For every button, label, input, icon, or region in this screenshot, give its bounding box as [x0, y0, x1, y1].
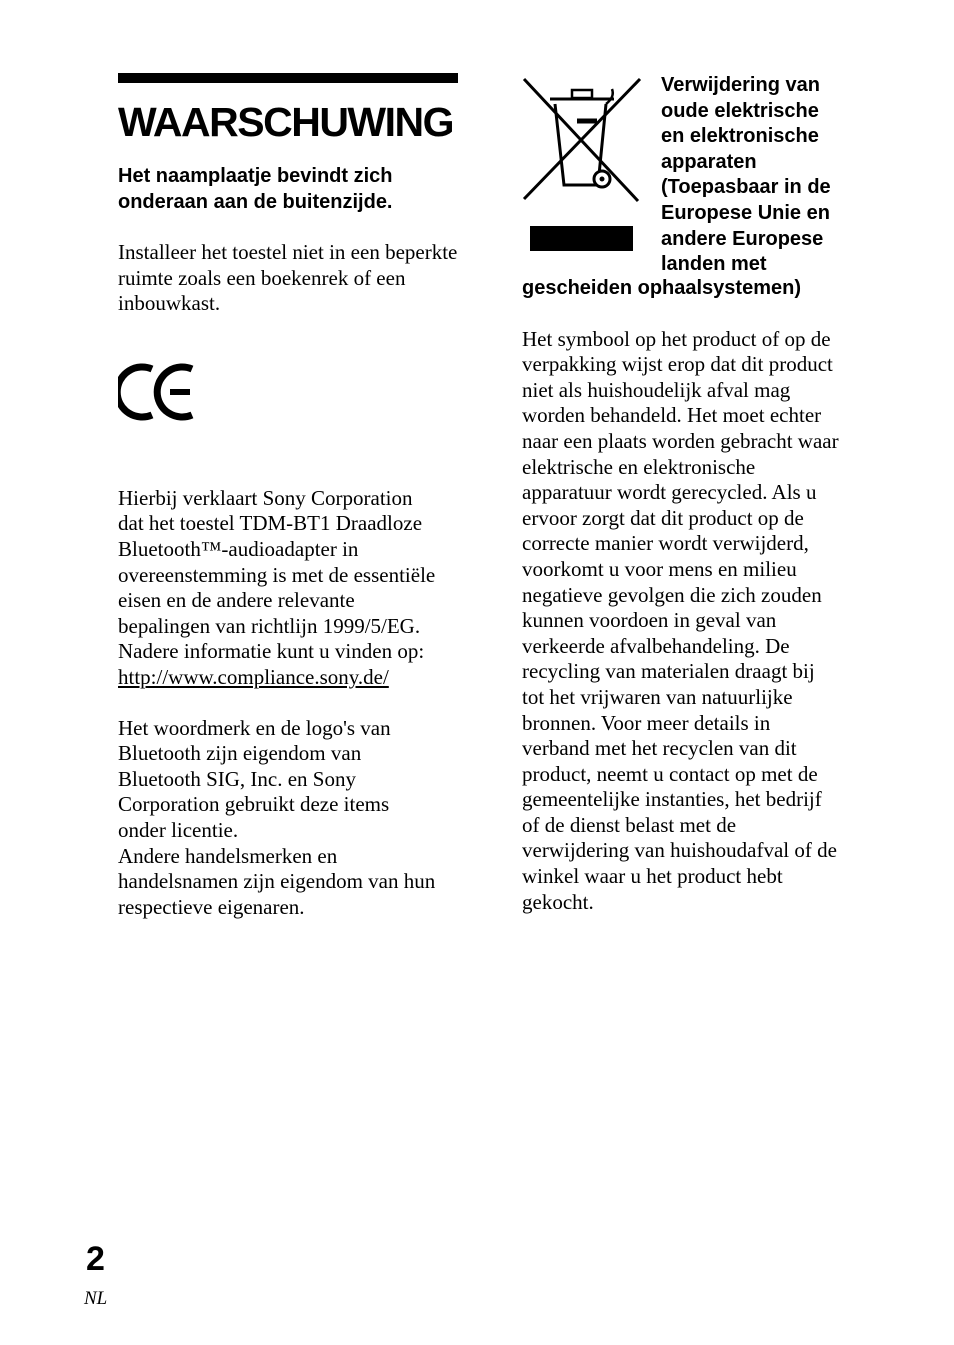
- weee-heading-line: andere Europese: [661, 227, 824, 250]
- disposal-line: verkeerde afvalbehandeling. De: [522, 633, 790, 658]
- disposal-line: niet als huishoudelijk afval mag: [522, 377, 791, 402]
- installation-paragraph: Installeer het toestel niet in een beperkte ruimte zoals een boekenrek of een inbouwkast.: [118, 240, 458, 316]
- disposal-line: worden behandeld. Het moet echter: [522, 403, 822, 428]
- declaration-paragraph: [118, 486, 458, 691]
- language-code: NL: [84, 1288, 108, 1309]
- declaration-line: eisen en de andere relevante: [118, 588, 355, 613]
- disposal-line: correcte manier wordt verwijderd,: [522, 531, 809, 556]
- disposal-line: of de dienst belast met de: [522, 812, 737, 837]
- trademark-line: Bluetooth zijn eigendom van: [118, 741, 362, 766]
- disposal-line: ervoor zorgt dat dit product op de: [522, 505, 804, 530]
- weee-header: [522, 73, 867, 303]
- disposal-line: gekocht.: [522, 889, 594, 914]
- crossed-out-wheelie-bin-icon: [522, 77, 642, 203]
- page-number: 2: [86, 1240, 105, 1278]
- compliance-link[interactable]: http://www.compliance.sony.de/: [118, 664, 389, 689]
- declaration-line: Nadere informatie kunt u vinden op:: [118, 639, 425, 664]
- declaration-line: bepalingen van richtlijn 1999/5/EG.: [118, 613, 421, 638]
- weee-heading-line: oude elektrische: [661, 99, 819, 122]
- weee-heading-line: apparaten: [661, 150, 757, 173]
- declaration-line: dat het toestel TDM-BT1 Draadloze: [118, 511, 423, 536]
- declaration-line: overeenstemming is met de essentiële: [118, 562, 436, 587]
- disposal-line: negatieve gevolgen die zich zouden: [522, 582, 822, 607]
- left-column: [118, 73, 458, 920]
- weee-heading: [661, 73, 867, 278]
- disposal-line: kunnen voordoen in geval van: [522, 608, 777, 633]
- declaration-line: Bluetooth™-audioadapter in: [118, 536, 359, 561]
- weee-heading-line: landen met: [661, 253, 767, 276]
- weee-heading-line: Europese Unie en: [661, 201, 830, 224]
- disposal-line: apparatuur wordt gerecycled. Als u: [522, 480, 817, 505]
- disposal-line: gemeentelijke instanties, het bedrijf: [522, 787, 822, 812]
- page-title: WAARSCHUWING: [118, 99, 454, 145]
- disposal-line: voorkomt u voor mens en milieu: [522, 556, 797, 581]
- trademark-paragraph: [118, 716, 458, 921]
- trademark-line: handelsnamen zijn eigendom van hun: [118, 869, 436, 894]
- disposal-line: winkel waar u het product hebt: [522, 864, 783, 889]
- disposal-line: product, neemt u contact op met de: [522, 761, 818, 786]
- trademark-line: Het woordmerk en de logo's van: [118, 715, 391, 740]
- title-rule: [118, 73, 458, 83]
- disposal-line: elektrische en elektronische: [522, 454, 756, 479]
- nameplate-note: Het naamplaatje bevindt zich onderaan aan de buitenzijde.: [118, 165, 393, 213]
- disposal-line: Het symbool op het product of op de: [522, 326, 831, 351]
- trademark-line: onder licentie.: [118, 817, 239, 842]
- disposal-line: naar een plaats worden gebracht waar: [522, 428, 839, 453]
- ce-mark-icon: [118, 357, 208, 427]
- disposal-paragraph: [522, 327, 867, 916]
- trademark-line: Bluetooth SIG, Inc. en Sony: [118, 766, 356, 791]
- trademark-line: Andere handelsmerken en: [118, 843, 338, 868]
- disposal-line: bronnen. Voor meer details in: [522, 710, 771, 735]
- trademark-line: Corporation gebruikt deze items: [118, 792, 390, 817]
- declaration-line: Hierbij verklaart Sony Corporation: [118, 485, 413, 510]
- weee-black-bar: [530, 226, 633, 251]
- weee-heading-line: (Toepasbaar in de: [661, 176, 831, 199]
- disposal-line: verband met het recyclen van dit: [522, 736, 797, 761]
- weee-heading-line: Verwijdering van: [661, 74, 820, 96]
- disposal-line: recycling van materialen draagt bij: [522, 659, 815, 684]
- right-column: [522, 73, 867, 915]
- disposal-line: tot het vrijwaren van natuurlijke: [522, 684, 793, 709]
- trademark-line: respectieve eigenaren.: [118, 894, 305, 919]
- disposal-line: verwijdering van huishoudafval of de: [522, 838, 837, 863]
- weee-heading-line: en elektronische: [661, 125, 819, 148]
- weee-heading-continuation: gescheiden ophaalsystemen): [522, 277, 801, 299]
- disposal-line: verpakking wijst erop dat dit product: [522, 352, 833, 377]
